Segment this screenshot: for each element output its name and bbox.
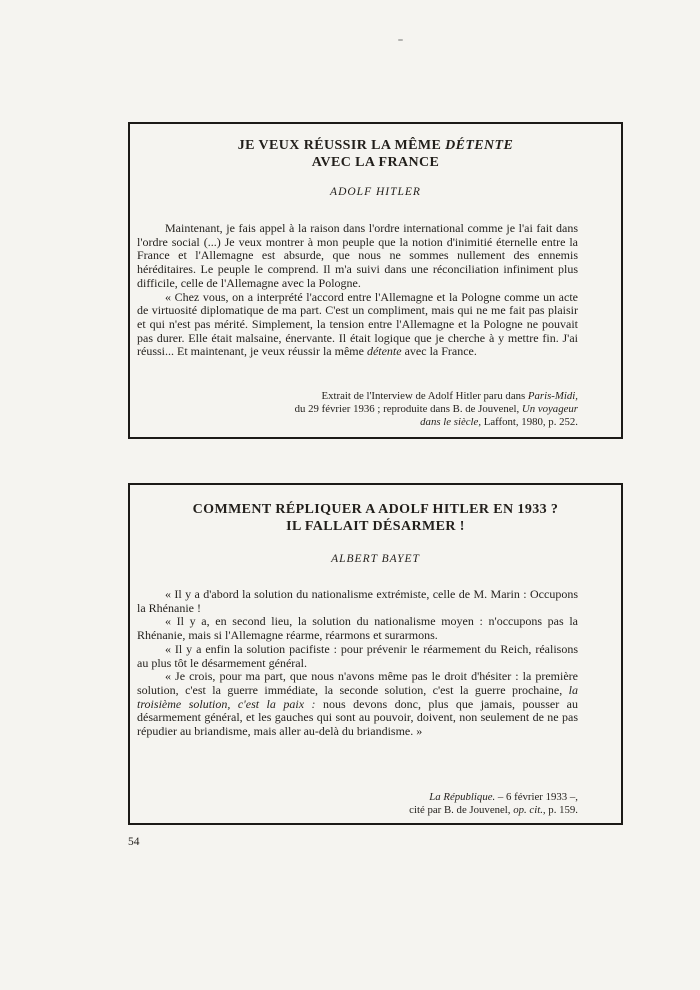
text: – 6 février 1933 –, bbox=[495, 791, 578, 803]
paragraph bbox=[137, 588, 578, 615]
text: COMMENT RÉPLIQUER A ADOLF HITLER EN 1933 ? bbox=[192, 502, 559, 517]
text: p. 159. bbox=[545, 804, 578, 816]
box-body bbox=[137, 588, 578, 739]
text: avec la France. bbox=[401, 344, 477, 359]
paragraph bbox=[137, 291, 578, 360]
italic-text: La République. bbox=[429, 791, 496, 803]
box-title bbox=[130, 501, 621, 535]
box-author: ALBERT BAYET bbox=[331, 553, 420, 565]
citation-line bbox=[409, 791, 578, 804]
text: « Il y a d'abord la solution du nationalisme extrémiste, celle de M. Marin : Occupons la Rhénanie ! bbox=[137, 587, 578, 615]
text: du 29 février 1936 ; reproduite dans B. de Jouvenel, bbox=[294, 403, 522, 415]
quote-box-hitler bbox=[128, 122, 623, 439]
italic-text: Paris-Midi, bbox=[527, 390, 578, 402]
citation-line bbox=[295, 403, 578, 416]
citation-line bbox=[295, 416, 578, 429]
citation-line bbox=[295, 390, 578, 403]
box-body bbox=[137, 222, 578, 359]
box-citation bbox=[409, 791, 578, 817]
text: AVEC LA FRANCE bbox=[311, 155, 440, 170]
title-line bbox=[130, 501, 621, 518]
title-line bbox=[130, 518, 621, 535]
text: « Il y a enfin la solution pacifiste : pour prévenir le réarmement du Reich, réalisons au plus tôt le désarmement général. bbox=[137, 641, 578, 670]
italic-text: op. cit., bbox=[513, 804, 546, 816]
text: « Il y a, en second lieu, la solution du nationalisme moyen : n'occupons pas la Rhénanie, mais si l'Allemagne réarme, réarmons et surarmons. bbox=[137, 614, 578, 643]
italic-text: Un voyageur bbox=[521, 403, 578, 415]
text: « Je crois, pour ma part, que nous n'avons même pas le droit d'hésiter : la première solution, c'est la guerre immédiate, la seconde solution, c'est la guerre prochaine, bbox=[137, 669, 578, 697]
box-citation bbox=[295, 390, 578, 429]
scan-speck bbox=[398, 39, 403, 41]
text: Maintenant, je fais appel à la raison dans l'ordre international comme je l'ai fait dans l'ordre social (...) Je veux montrer à mon peuple que la notion d'inimitié éternelle entre la France et l'Allemagne est absurde, que nous ne sommes nullement des ennemis héréditaires. Le peuple le comprend. Il m'a suivi dans une réconciliation infiniment plus difficile, celle de l'Allemagne avec la Pologne. bbox=[137, 221, 578, 290]
paragraph bbox=[137, 615, 578, 642]
box-title bbox=[130, 137, 621, 171]
citation-line bbox=[409, 804, 578, 817]
text: IL FALLAIT DÉSARMER ! bbox=[286, 519, 465, 534]
italic-text: DÉTENTE bbox=[445, 138, 514, 153]
text: JE VEUX RÉUSSIR LA MÊME bbox=[237, 138, 446, 153]
quote-box-bayet bbox=[128, 483, 623, 825]
italic-text: détente bbox=[366, 344, 402, 359]
italic-text: dans le siècle, bbox=[420, 416, 482, 428]
paragraph bbox=[137, 670, 578, 739]
italic-text: la troisième solution, c'est la paix : bbox=[137, 682, 578, 711]
text: cité par B. de Jouvenel, bbox=[409, 804, 514, 816]
box-author: ADOLF HITLER bbox=[330, 186, 421, 198]
paragraph bbox=[137, 643, 578, 670]
text: nous devons donc, plus que jamais, pousser au désarmement général, et les gauches qui sont au pouvoir, doivent, non seulement de ne pas répudier au briandisme, mais aller au-delà du briandisme. » bbox=[137, 696, 578, 739]
text: Extrait de l'Interview de Adolf Hitler paru dans bbox=[321, 390, 528, 402]
title-line bbox=[130, 154, 621, 171]
title-line bbox=[130, 137, 621, 154]
text: « Chez vous, on a interprété l'accord entre l'Allemagne et la Pologne comme un acte de virtuosité diplomatique de ma part. C'est un compliment, mais qui ne me fait pas plaisir et qui n'est pas mérité. Simplement, la tension entre l'Allemagne et la Pologne ne pouvait pas durer. Elle était malsaine, énervante. Il était logique que je cherche à y mettre fin. J'ai réussi... Et maintenant, je veux réussir la même bbox=[137, 289, 578, 359]
paragraph bbox=[137, 222, 578, 291]
text: Laffont, 1980, p. 252. bbox=[481, 416, 578, 428]
page-number: 54 bbox=[128, 836, 140, 848]
